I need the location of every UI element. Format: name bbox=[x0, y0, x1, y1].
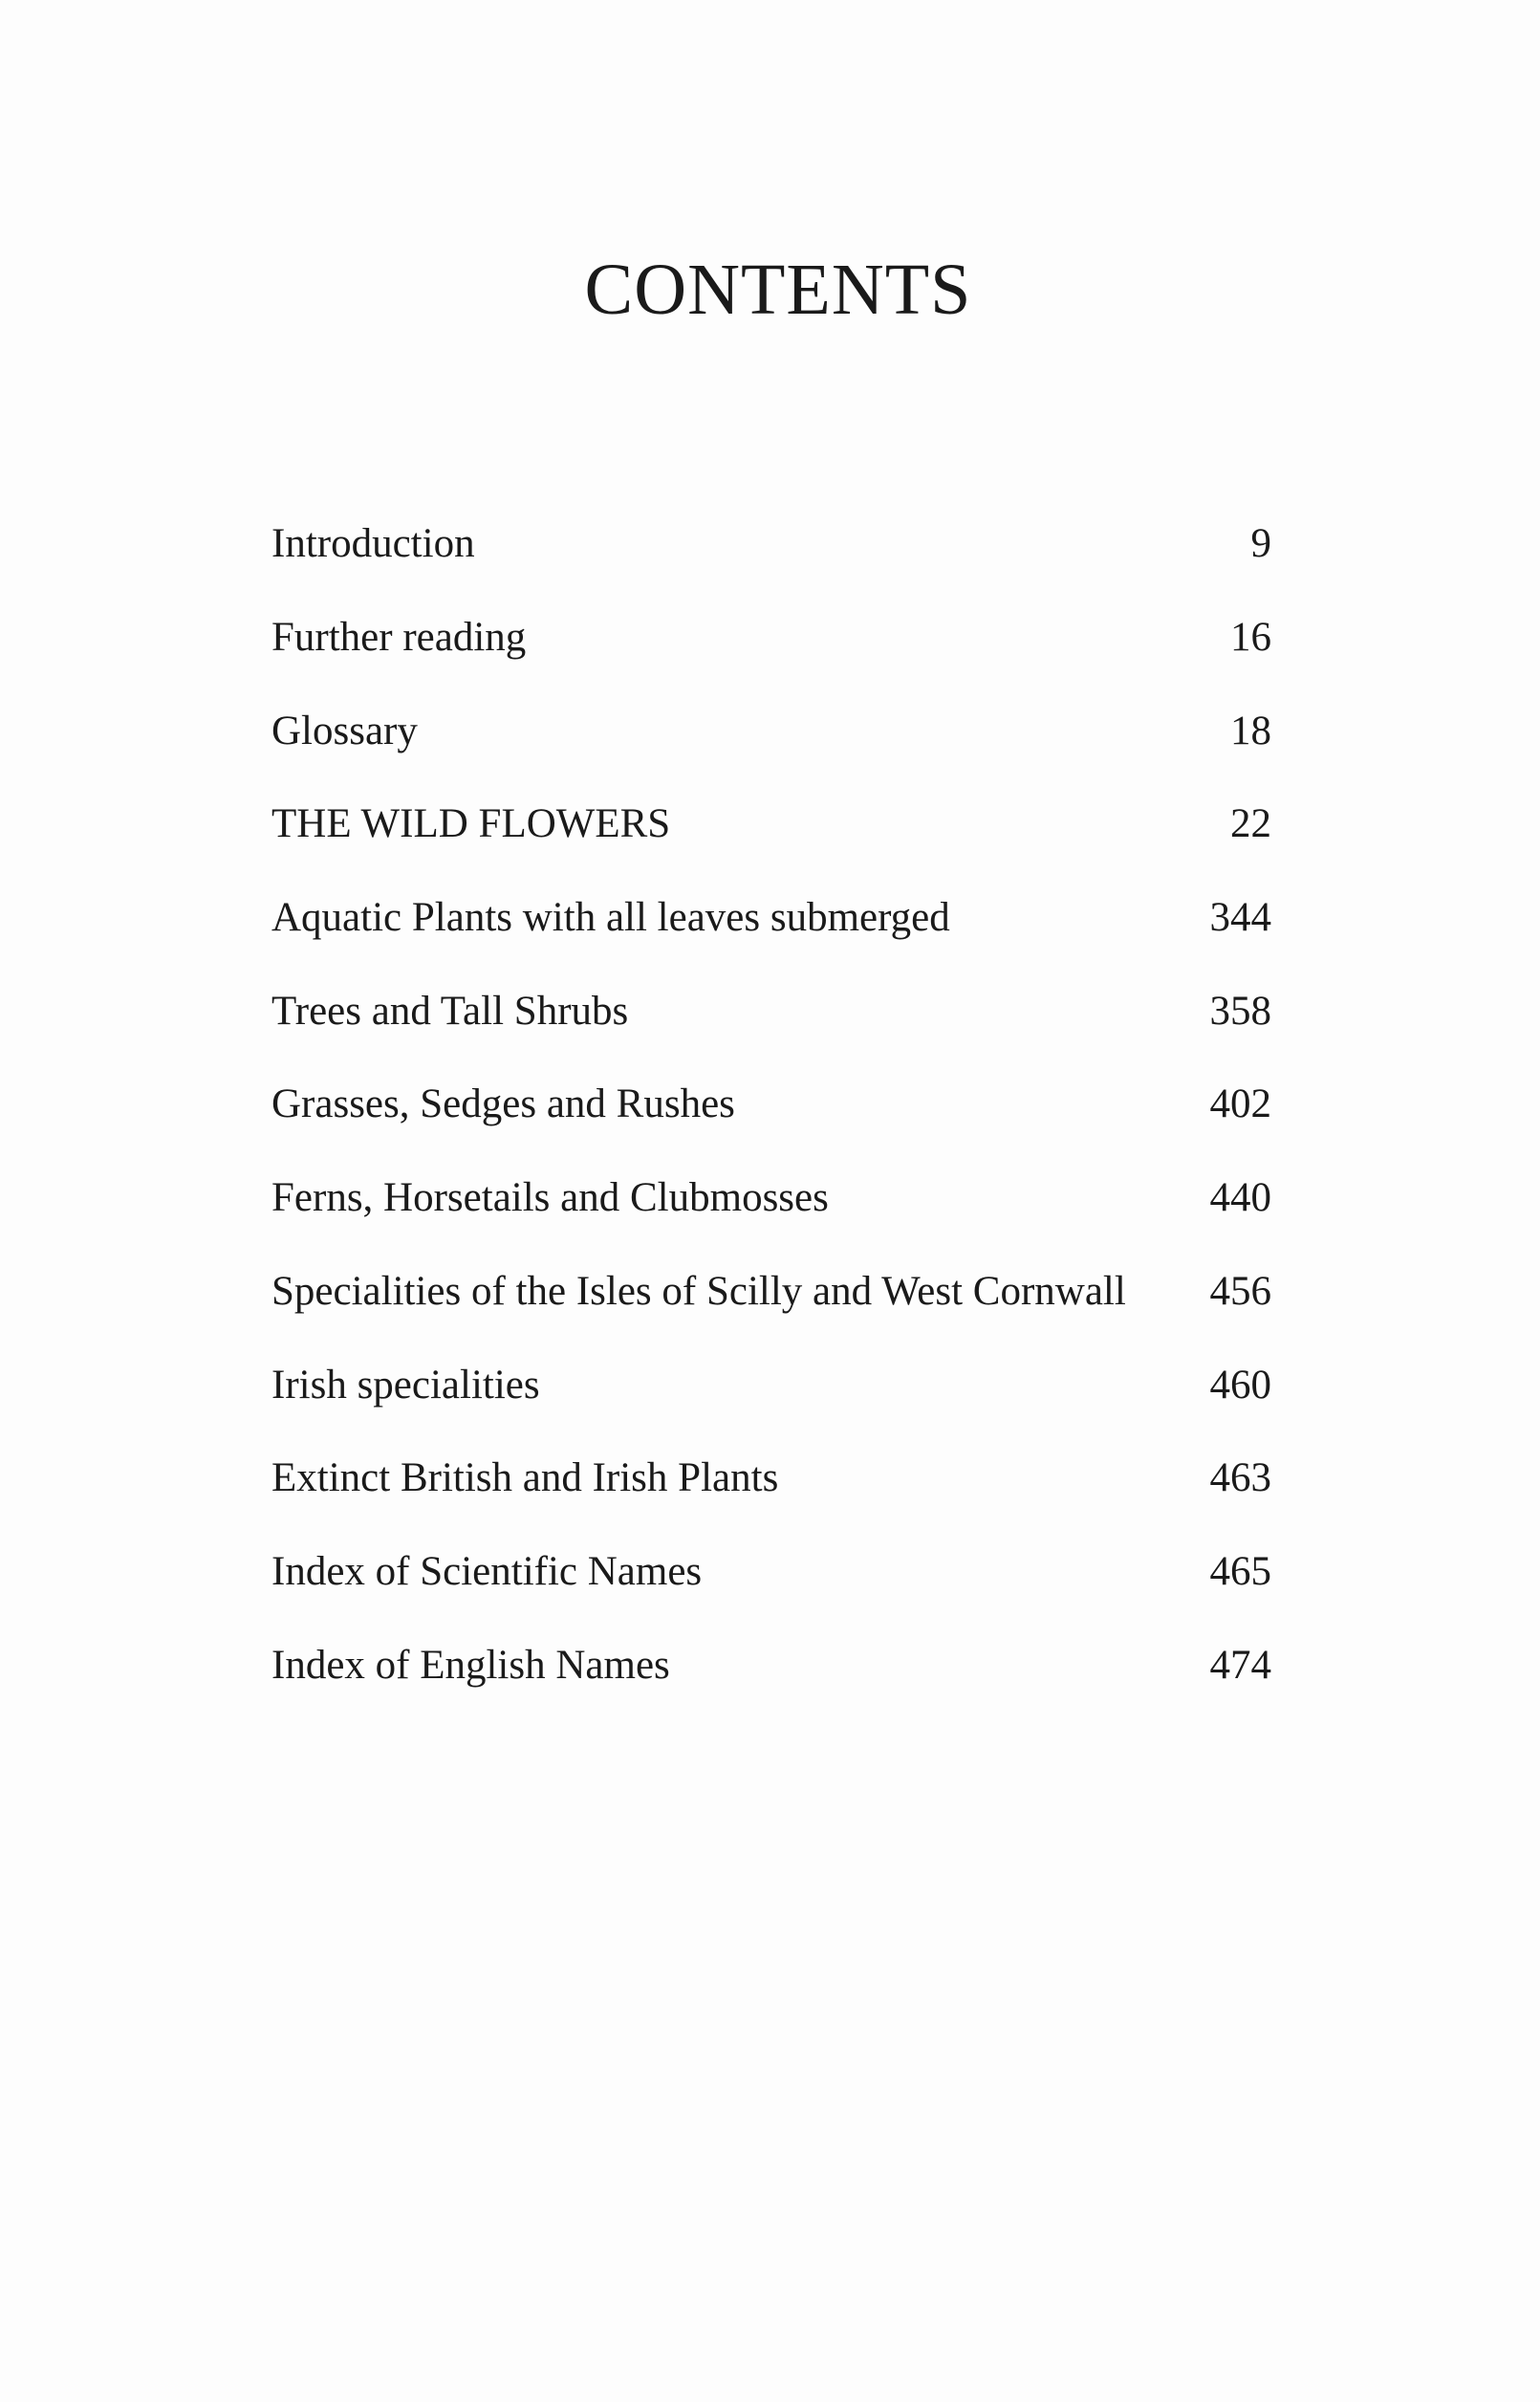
toc-entry bbox=[271, 1431, 1271, 1525]
toc-entry-page: 465 bbox=[1209, 1548, 1271, 1594]
toc-entry-page: 22 bbox=[1230, 801, 1271, 847]
toc-entry bbox=[271, 964, 1271, 1058]
toc-entry-page: 358 bbox=[1209, 988, 1271, 1034]
toc-entry bbox=[271, 591, 1271, 685]
toc-entry-page: 402 bbox=[1209, 1081, 1271, 1127]
toc-entry bbox=[271, 497, 1271, 591]
toc-entry-label: THE WILD FLOWERS bbox=[271, 801, 671, 847]
toc-entry-label: Index of Scientific Names bbox=[271, 1548, 703, 1594]
toc-entry-page: 463 bbox=[1209, 1455, 1271, 1501]
toc-entry bbox=[271, 684, 1271, 777]
toc-entry-label: Extinct British and Irish Plants bbox=[271, 1455, 779, 1501]
page-title: CONTENTS bbox=[584, 250, 972, 330]
toc-entry-label: Introduction bbox=[271, 521, 475, 567]
toc-entry-label: Index of English Names bbox=[271, 1642, 670, 1688]
toc-entry-label: Aquatic Plants with all leaves submerged bbox=[271, 895, 950, 941]
table-of-contents bbox=[271, 497, 1271, 1712]
toc-entry bbox=[271, 1525, 1271, 1619]
toc-entry-label: Ferns, Horsetails and Clubmosses bbox=[271, 1175, 829, 1221]
toc-entry-page: 344 bbox=[1209, 895, 1271, 941]
toc-entry bbox=[271, 777, 1271, 871]
toc-entry-label: Further reading bbox=[271, 615, 527, 661]
toc-entry-page: 18 bbox=[1230, 708, 1271, 753]
toc-entry bbox=[271, 871, 1271, 965]
toc-entry-page: 9 bbox=[1250, 521, 1271, 567]
toc-entry-label: Glossary bbox=[271, 708, 418, 753]
toc-entry bbox=[271, 1058, 1271, 1151]
toc-entry bbox=[271, 1338, 1271, 1431]
toc-entry-label: Trees and Tall Shrubs bbox=[271, 988, 629, 1034]
toc-entry bbox=[271, 1245, 1271, 1339]
toc-entry-label: Irish specialities bbox=[271, 1362, 540, 1408]
toc-entry-label: Grasses, Sedges and Rushes bbox=[271, 1081, 735, 1127]
toc-entry-page: 474 bbox=[1209, 1642, 1271, 1688]
toc-entry-label: Specialities of the Isles of Scilly and West Cornwall bbox=[271, 1268, 1126, 1314]
toc-entry-page: 16 bbox=[1230, 615, 1271, 661]
toc-entry bbox=[271, 1151, 1271, 1245]
toc-entry-page: 460 bbox=[1209, 1362, 1271, 1408]
toc-entry-page: 456 bbox=[1209, 1268, 1271, 1314]
toc-entry bbox=[271, 1618, 1271, 1712]
toc-entry-page: 440 bbox=[1209, 1175, 1271, 1221]
